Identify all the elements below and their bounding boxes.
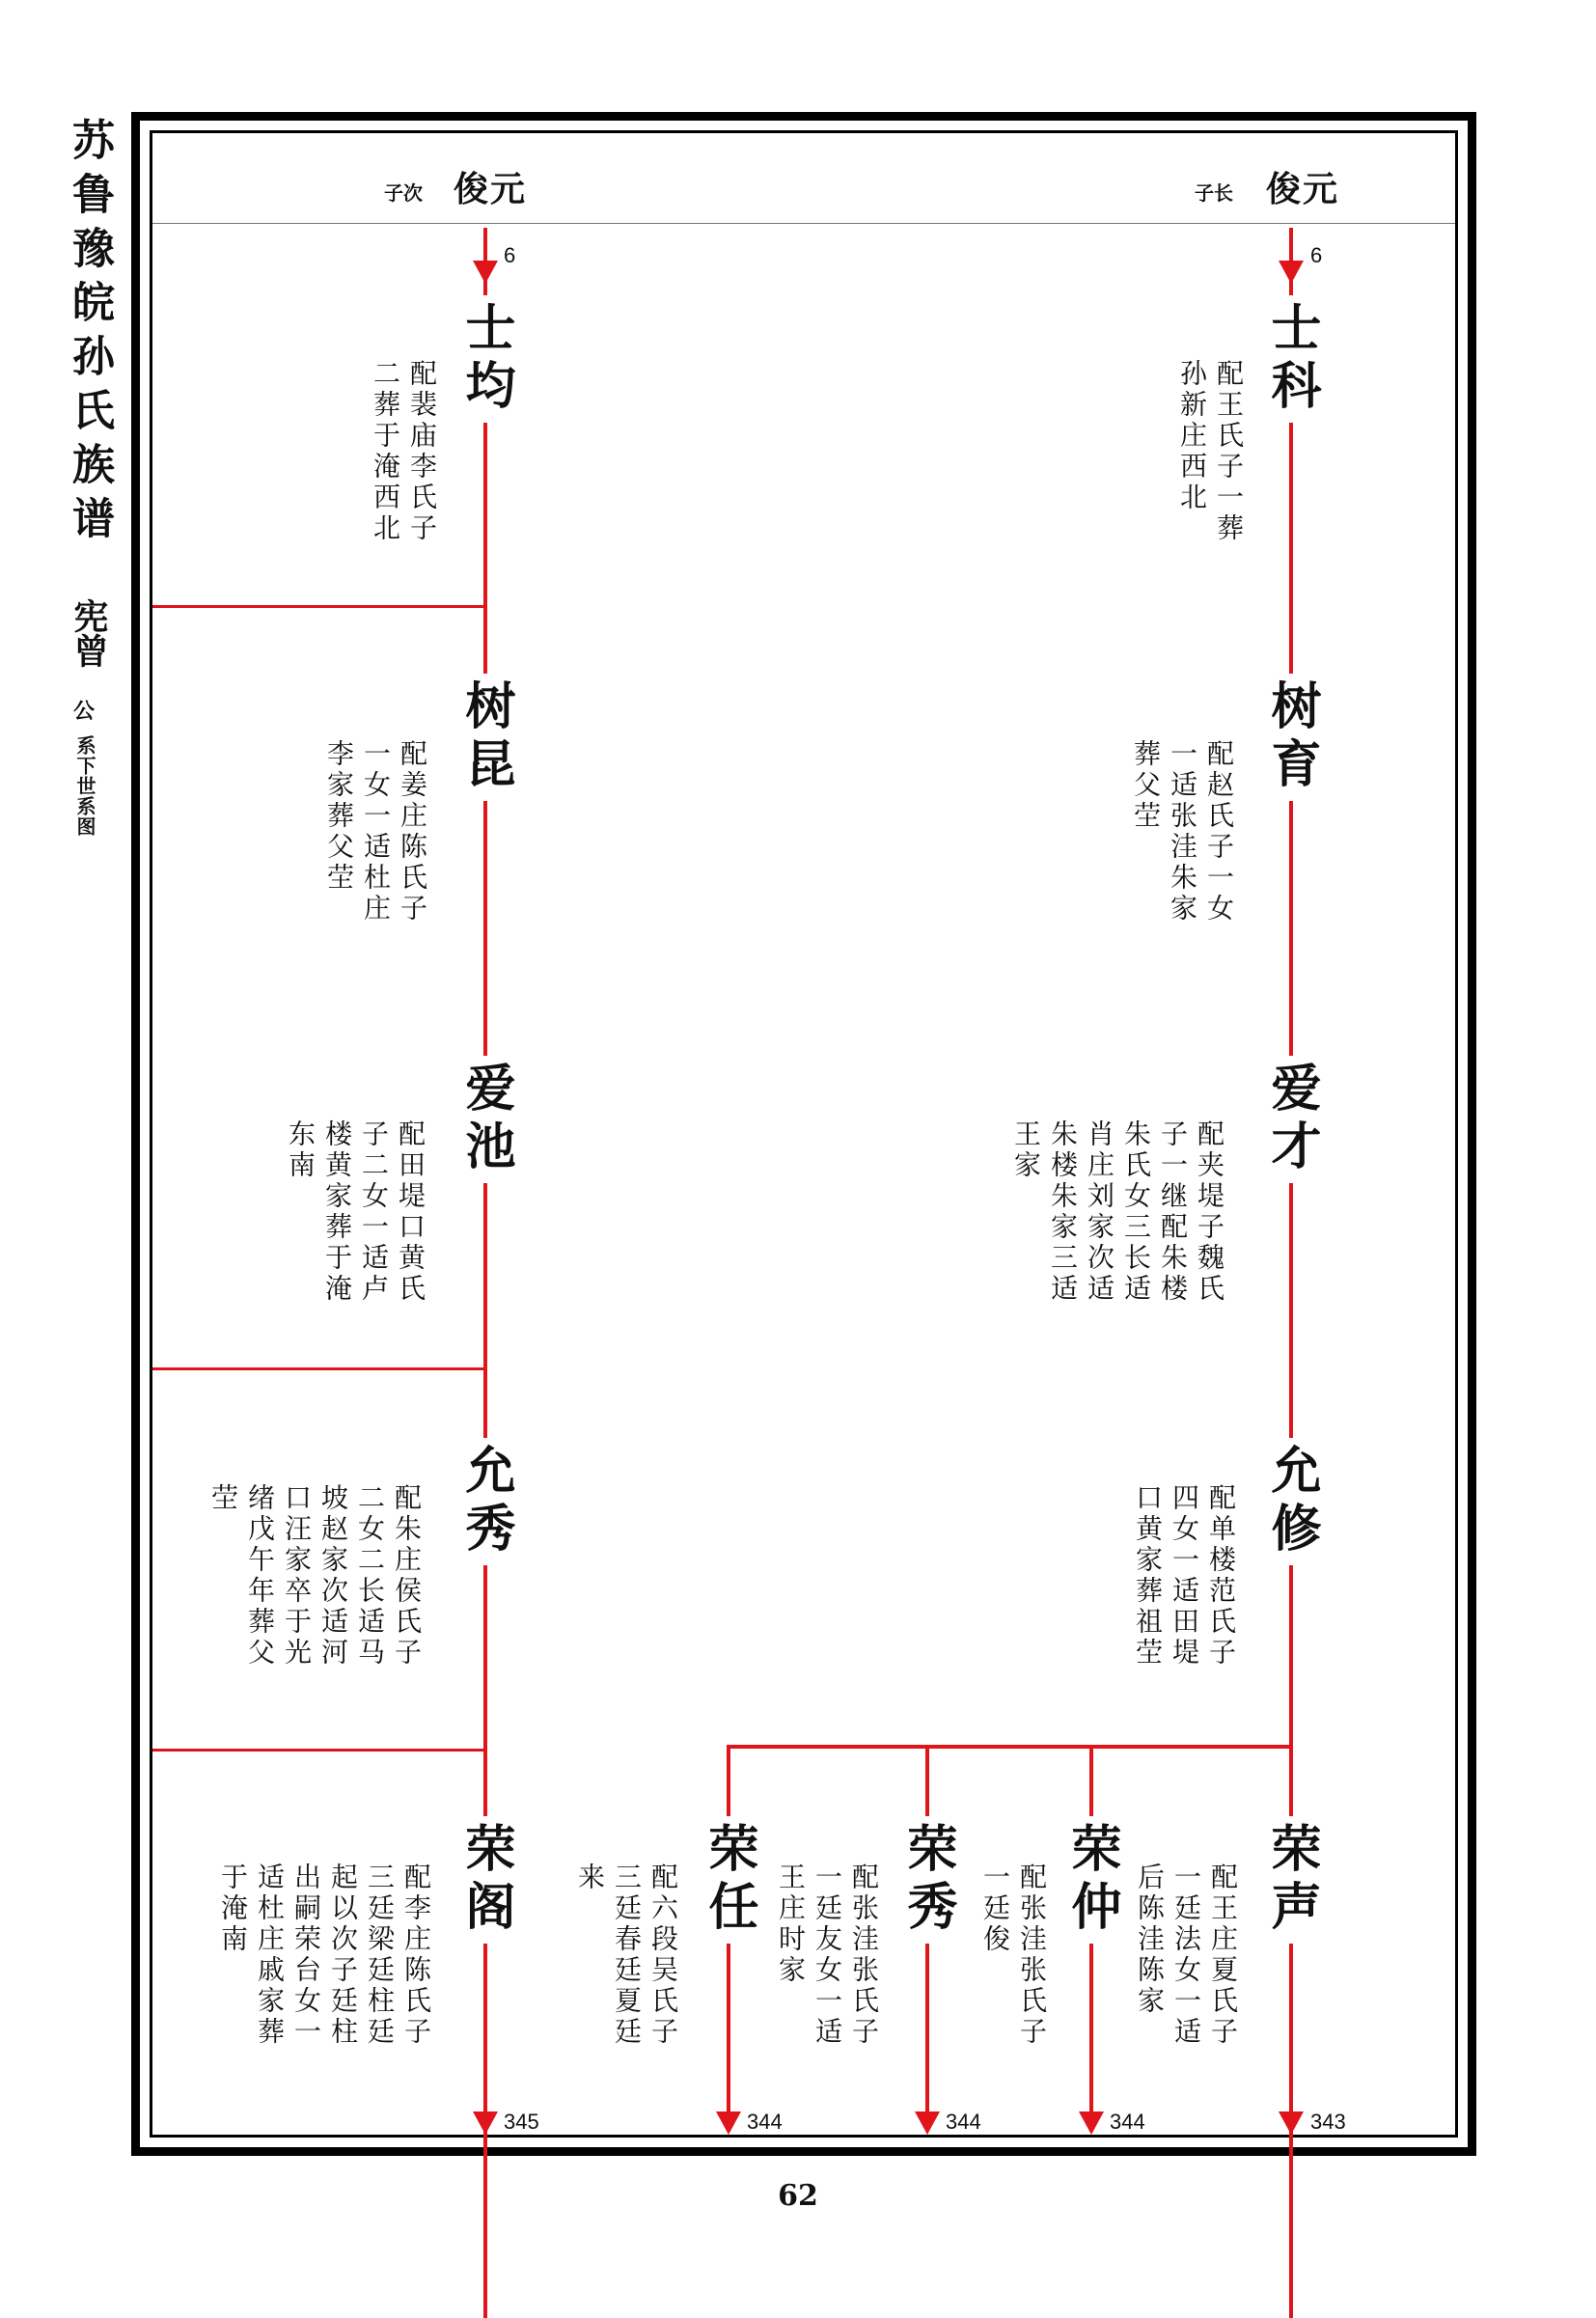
- person-note: 配姜庄陈氏子 一女一适杜庄 李家葬父茔: [323, 739, 428, 924]
- children-connector: [727, 1745, 1293, 1749]
- person-name: 允秀: [456, 1438, 514, 1565]
- header-right-name: 俊元: [1266, 169, 1340, 209]
- left-bottom-ref: 345: [504, 2110, 539, 2134]
- right-lineage-line: [1289, 228, 1293, 2318]
- person-note: 配夹堤子魏氏 子一继配朱楼 朱氏女三长适 肖庄刘家次适 朱楼朱家三适 王家: [1010, 1119, 1225, 1305]
- child-arrow: [1279, 2111, 1304, 2135]
- person-note: 配王氏子一葬 孙新庄西北: [1176, 359, 1245, 544]
- book-title: 苏鲁豫皖孙氏族谱: [65, 118, 114, 550]
- right-top-ref: 6: [1310, 243, 1323, 267]
- child-ref: 344: [747, 2110, 783, 2134]
- header-right-label: 子长: [1195, 181, 1233, 205]
- header-divider: [152, 223, 1455, 224]
- person-name: 爱池: [456, 1056, 514, 1183]
- person-note: 配田堤口黄氏 子二女一适卢 楼黄家葬于淹 东南: [285, 1119, 427, 1305]
- ancestor-name: 宪曾: [69, 598, 109, 668]
- person-name: 树昆: [456, 674, 514, 801]
- child-ref: 344: [1110, 2110, 1145, 2134]
- left-branch-line: [152, 1749, 487, 1752]
- header-left-label: 子次: [384, 181, 423, 205]
- person-name: 允修: [1262, 1438, 1320, 1565]
- person-note: 配六段吴氏子 三廷春廷夏廷 来: [574, 1863, 679, 2048]
- person-name: 荣仲: [1062, 1816, 1120, 1944]
- person-name: 荣声: [1262, 1816, 1320, 1944]
- left-top-ref: 6: [504, 243, 516, 267]
- child-arrow: [716, 2111, 741, 2135]
- left-bottom-arrow: [473, 2111, 498, 2135]
- person-name: 荣秀: [898, 1816, 956, 1944]
- person-name: 士科: [1262, 295, 1320, 423]
- person-note: 配张洼张氏子 一廷俊: [979, 1863, 1048, 2048]
- left-branch-line: [152, 1367, 487, 1370]
- person-note: 配裴庙李氏子 二葬于淹西北: [370, 359, 438, 544]
- person-note: 配李庄陈氏子 三廷梁廷柱廷 起以次子廷柱 出嗣荣台女一 适杜庄戚家葬 于淹南: [217, 1863, 432, 2048]
- child-arrow: [915, 2111, 940, 2135]
- right-top-arrow: [1279, 261, 1304, 284]
- child-arrow: [1079, 2111, 1104, 2135]
- child-ref: 343: [1310, 2110, 1346, 2134]
- person-name: 荣任: [700, 1816, 757, 1944]
- left-top-arrow: [473, 261, 498, 284]
- person-note: 配朱庄侯氏子 二女二长适马 坡赵家次适河 口汪家卒于光 绪戊午年葬父 茔: [207, 1483, 423, 1669]
- left-lineage-line: [483, 228, 487, 2318]
- person-note: 配王庄夏氏子 一廷法女一适 后陈洼陈家: [1134, 1863, 1239, 2048]
- child-ref: 344: [946, 2110, 981, 2134]
- person-name: 荣阁: [456, 1816, 514, 1944]
- person-note: 配赵氏子一女 一适张洼朱家 葬父茔: [1130, 739, 1235, 924]
- page-number: 62: [778, 2179, 818, 2213]
- person-name: 树育: [1262, 674, 1320, 801]
- left-branch-line: [152, 605, 487, 608]
- chart-subtitle: 系下世系图: [73, 735, 96, 837]
- header-left-name: 俊元: [454, 169, 528, 209]
- ancestor-honorific: 公: [73, 699, 96, 724]
- person-name: 士均: [456, 295, 514, 423]
- person-note: 配单楼范氏子 四女一适田堤 口黄家葬祖茔: [1132, 1483, 1237, 1669]
- person-name: 爱才: [1262, 1056, 1320, 1183]
- person-note: 配张洼张氏子 一廷友女一适 王庄时家: [775, 1863, 880, 2048]
